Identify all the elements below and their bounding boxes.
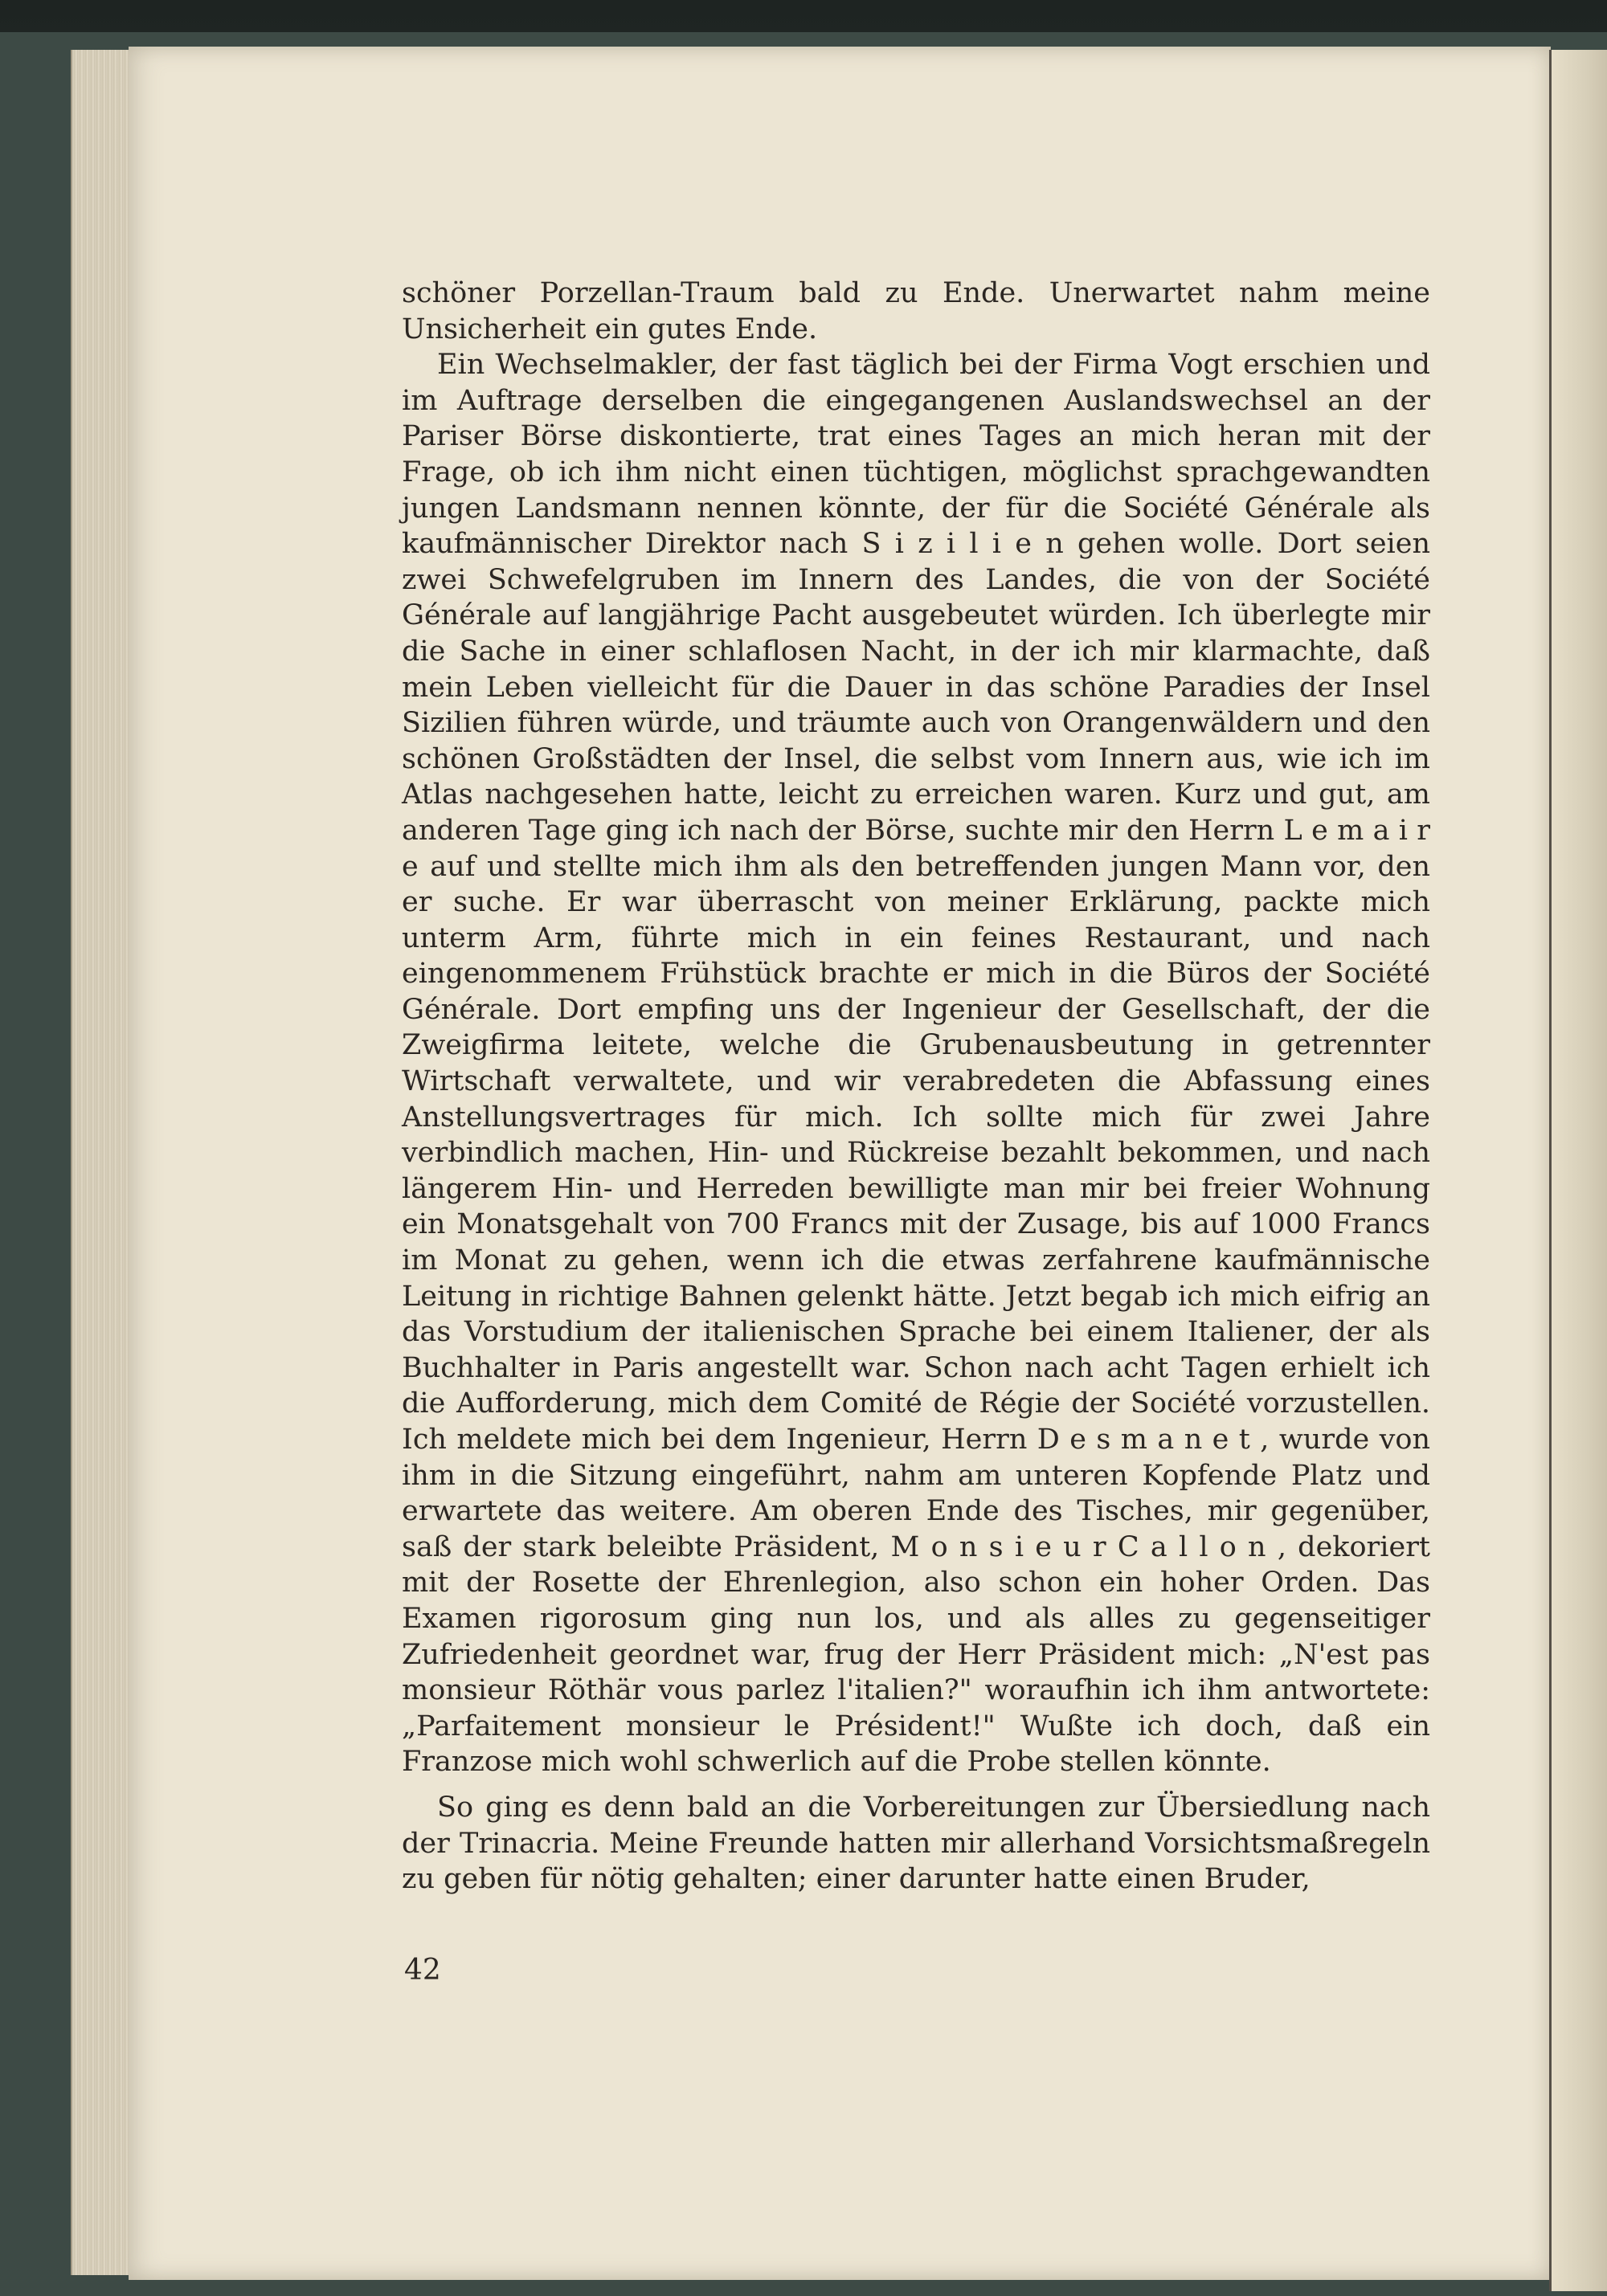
- paragraph-3: So ging es denn bald an die Vorbereitungen zur Übersiedlung nach der Trinacria. Meine Freunde hatten mir allerhand Vorsichtsmaßregeln zu geben für nötig gehalten; einer darunter hatte einen Bruder,: [402, 1791, 1430, 1896]
- page-number: 42: [404, 1954, 441, 1987]
- paragraph-2: Ein Wechselmakler, der fast täglich bei der Firma Vogt erschien und im Auftrage derselben die eingegangenen Auslandswechsel an der Pariser Börse diskontierte, trat eines Tages an mich heran mit der Frage, ob ich ihm nicht einen tüchtigen, möglichst sprachgewandten jungen Landsmann nennen könnte, der für die Société Générale als kaufmännischer Direktor nach S i z i l i e n gehen wolle. Dort seien zwei Schwefelgruben im Innern des Landes, die von der Société Générale auf langjährige Pacht ausgebeutet würden. Ich überlegte mir die Sache in einer schlaflosen Nacht, in der ich mir klarmachte, daß mein Leben vielleicht für die Dauer in das schöne Paradies der Insel Sizilien führen würde, und träumte auch von Orangenwäldern und den schönen Großstädten der Insel, die selbst vom Innern aus, wie ich im Atlas nachgesehen hatte, leicht zu erreichen waren. Kurz und gut, am anderen Tage ging ich nach der Börse, suchte mir den Herrn L e m a i r e auf und stellte mich ihm als den betreffenden jungen Mann vor, den er suche. Er war überrascht von meiner Erklärung, packte mich unterm Arm, führte mich in ein feines Restaurant, und nach eingenommenem Frühstück brachte er mich in die Büros der Société Générale. Dort empfing uns der Ingenieur der Gesellschaft, der die Zweigfirma leitete, welche die Grubenausbeutung in getrennter Wirtschaft verwaltete, und wir verabredeten die Abfassung eines Anstellungsvertrages für mich. Ich sollte mich für zwei Jahre verbindlich machen, Hin- und Rückreise bezahlt bekommen, und nach längerem Hin- und Herreden bewilligte man mir bei freier Wohnung ein Monatsgehalt von 700 Francs mit der Zusage, bis auf 1000 Francs im Monat zu gehen, wenn ich die etwas zerfahrene kaufmännische Leitung in richtige Bahnen gelenkt hätte. Jetzt begab ich mich eifrig an das Vorstudium der italienischen Sprache bei einem Italiener, der als Buchhalter in Paris angestellt war. Schon nach acht Tagen erhielt ich die Aufforderung, mich dem Comité de Régie der Société vorzustellen. Ich meldete mich bei dem Ingenieur, Herrn D e s m a n e t , wurde von ihm in die Sitzung eingeführt, nahm am unteren Kopfende Platz und erwartete das weitere. Am oberen Ende des Tisches, mir gegenüber, saß der stark beleibte Präsident, M o n s i e u r C a l l o n , dekoriert mit der Rosette der Ehrenlegion, also schon ein hoher Orden. Das Examen rigorosum ging nun los, und als alles zu gegenseitiger Zufriedenheit geordnet war, frug der Herr Präsident mich: „N'est pas monsieur Röthär vous parlez l'italien?" woraufhin ich ihm antwortete: „Parfaitement monsieur le Président!" Wußte ich doch, daß ein Franzose mich wohl schwerlich auf die Probe stellen könnte.: [402, 349, 1430, 1779]
- page-body-text: [402, 276, 1430, 1898]
- paragraph-1: schöner Porzellan-Traum bald zu Ende. Unerwartet nahm meine Unsicherheit ein gutes Ende.: [402, 277, 1430, 345]
- facing-page-edge: [1549, 50, 1607, 2291]
